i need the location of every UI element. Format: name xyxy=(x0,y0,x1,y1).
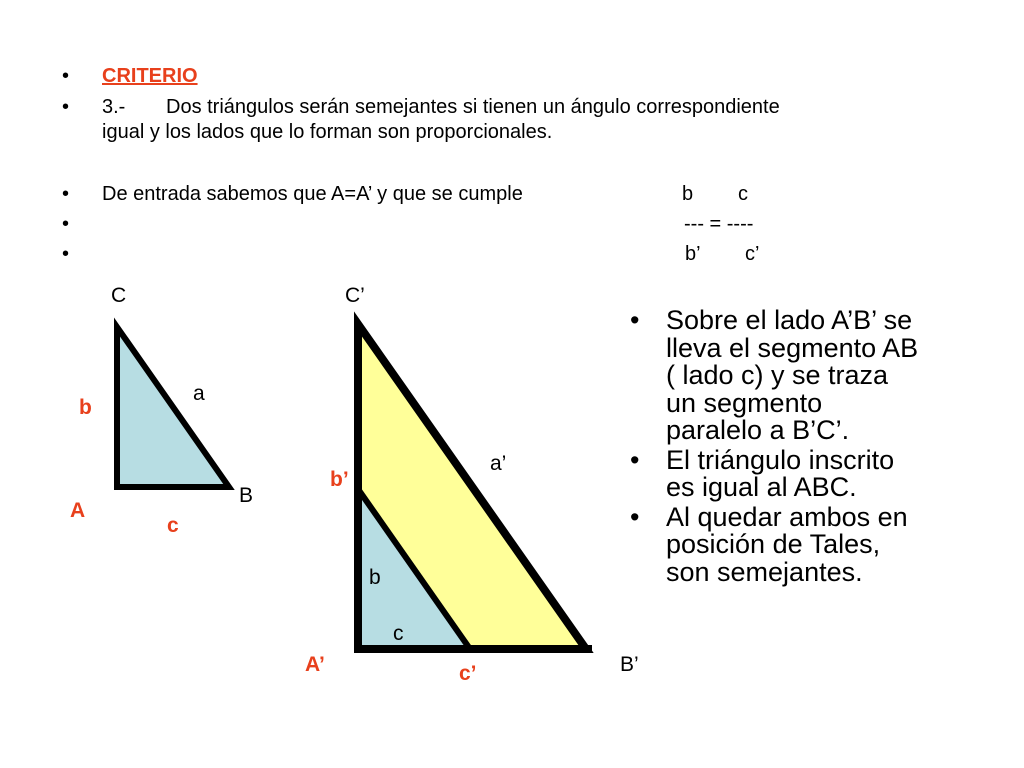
entrada-text: De entrada sabemos que A=A’ y que se cumple xyxy=(102,183,523,205)
label-side-b-prime: b’ xyxy=(330,468,349,491)
label-vertex-b-prime: B’ xyxy=(620,653,639,676)
label-vertex-b: B xyxy=(239,484,254,507)
label-vertex-a-prime: A’ xyxy=(305,653,325,676)
ratio-bottom-c: c’ xyxy=(745,243,760,265)
ratio-bottom-b: b’ xyxy=(685,243,701,265)
ratio-fraction-bar: --- = ---- xyxy=(684,213,754,235)
bullet-dot: • xyxy=(630,444,640,475)
bullet-dot: • xyxy=(62,183,70,205)
label-side-a: a xyxy=(193,382,205,405)
ratio-top-b: b xyxy=(682,183,694,205)
explanation-list xyxy=(630,307,920,588)
explanation-text: Sobre el lado A’B’ se lleva el segmento AB ( lado c) y se traza un segmento paralelo a B’C’. xyxy=(666,305,919,445)
small-triangle-abc xyxy=(117,327,229,487)
criterio-heading: CRITERIO xyxy=(102,65,198,87)
label-inner-side-c: c xyxy=(393,622,404,645)
bullet-dot: • xyxy=(62,213,70,235)
explanation-text: Al quedar ambos en posición de Tales, son semejantes. xyxy=(666,501,908,587)
criterio3-line1: Dos triángulos serán semejantes si tienen un ángulo correspondiente xyxy=(166,96,780,118)
label-side-b: b xyxy=(79,396,92,419)
explanation-item xyxy=(630,501,920,587)
label-inner-side-b: b xyxy=(369,566,381,589)
criterio3-line2: igual y los lados que lo forman son proporcionales. xyxy=(102,121,553,143)
label-vertex-c-prime: C’ xyxy=(345,284,365,307)
explanation-item xyxy=(630,307,920,445)
explanation-text: El triángulo inscrito es igual al ABC. xyxy=(666,444,895,502)
bullet-dot: • xyxy=(630,305,640,335)
bullet-dot: • xyxy=(630,501,640,532)
explanation-item xyxy=(630,444,920,502)
label-side-c-prime: c’ xyxy=(459,662,477,685)
criterio3-number: 3.- xyxy=(102,96,126,118)
label-vertex-a: A xyxy=(70,499,86,522)
label-side-c: c xyxy=(167,514,179,537)
bullet-dot: • xyxy=(62,96,70,118)
bullet-dot: • xyxy=(62,65,70,87)
bullet-dot: • xyxy=(62,243,70,265)
label-side-a-prime: a’ xyxy=(490,452,507,475)
ratio-top-c: c xyxy=(738,183,748,205)
label-vertex-c: C xyxy=(111,284,127,307)
